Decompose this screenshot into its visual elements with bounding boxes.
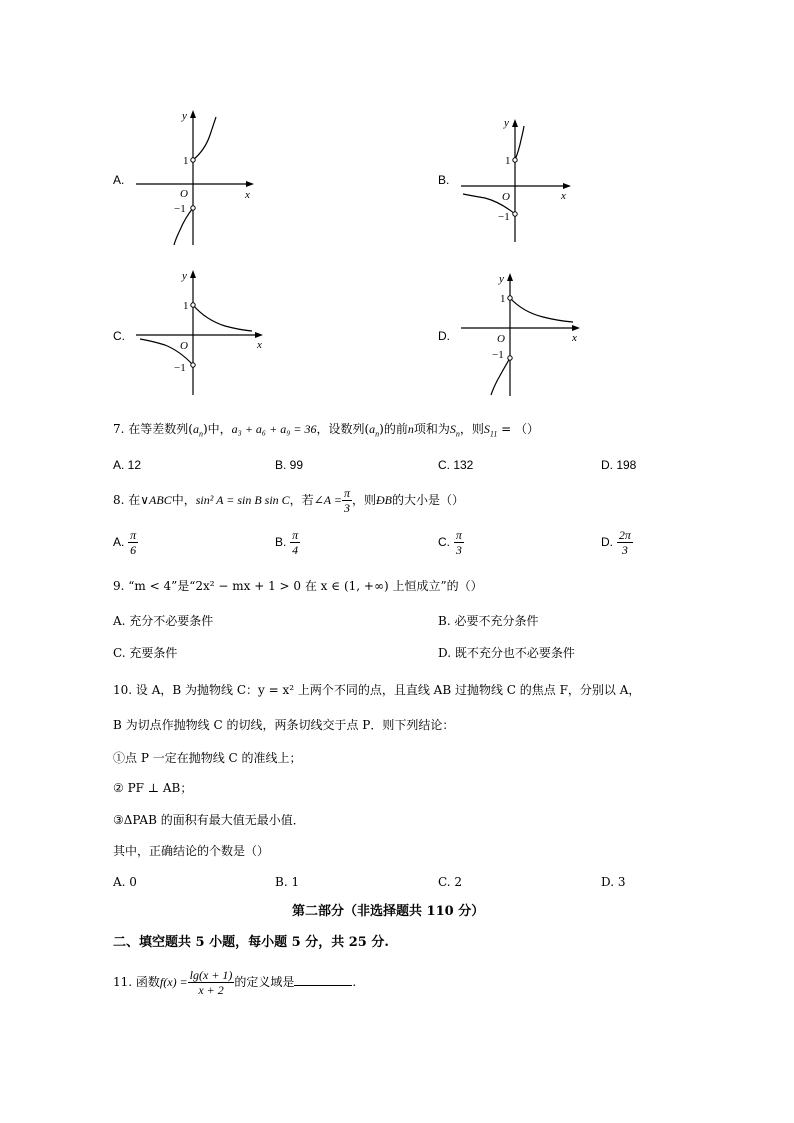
q8-option-b: B. $\frac{\pi}{4}$ [275,528,299,557]
graph-c-x: x [257,339,262,351]
q7-option-c: C. 132 [438,458,474,472]
q8-frac: $\frac{\pi}{3}$ [343,486,350,515]
q7-sn: $S_n$ [449,422,460,439]
q7-equation: a₃ + a₆ + a₉ = 36 [231,422,317,436]
graph-d-label: D. [438,329,450,343]
q11-post: 的定义域是 [234,975,295,989]
graph-b-tm1: −1 [498,211,510,223]
q10-question: 其中，正确结论的个数是（） [113,844,270,858]
graph-d [455,268,590,398]
q11-function: f(x) = [159,975,188,989]
section-fill-in-title: 二、填空题共 5 小题，每小题 5 分，共 25 分. [113,935,389,950]
q8-mid3: ，则 [351,493,376,507]
q10-option-d: D. 3 [601,875,626,889]
q9-option-d: D. 既不充分也不必要条件 [438,646,575,660]
graph-d-x: x [572,332,577,344]
q8-angle-b: ÐB [375,493,392,507]
q8-mid2: ，若 [289,493,314,507]
part-2-title: 第二部分（非选择题共 110 分） [292,904,485,919]
graph-a [130,105,260,250]
graph-a-x: x [245,189,250,201]
graph-b-label: B. [438,173,450,187]
graph-b-t1: 1 [505,155,511,167]
question-9: 9. “m < 4”是“2x² − mx + 1 > 0 在 x ∈ (1, +∞) 上恒成立”的（） [113,579,483,593]
graph-a-tm1: −1 [174,203,186,215]
q8-end: 的大小是（） [391,493,464,507]
graph-b [455,112,580,247]
q7-option-a: A. 12 [113,458,142,472]
q7-option-b: B. 99 [275,458,304,472]
graph-a-o: O [180,188,188,200]
graph-c-o: O [180,340,188,352]
question-11 [113,968,356,997]
q7-mid3: 的前 [383,422,408,436]
q7-seq2: $(a_n)$ [364,422,384,439]
q10-option-b: B. 1 [275,875,300,889]
q8-mid1: 中， [171,493,196,507]
graph-d-y: y [499,273,504,285]
q8-option-a: A. $\frac{\pi}{6}$ [113,528,137,557]
graph-b-o: O [502,191,510,203]
q11-answer-blank[interactable] [294,973,352,986]
q10-option-c: C. 2 [438,875,463,889]
q8-pre: 8. 在 [113,493,141,507]
graph-a-y: y [182,110,187,122]
q7-pre: 7. 在等差数列 [113,422,189,436]
q10-statement-1: ①点 P 一定在抛物线 C 的准线上； [113,751,302,765]
graph-a-t1: 1 [183,155,189,167]
graph-b-y: y [504,117,509,129]
q7-mid4: 项和为 [413,422,450,436]
q8-equation: sin² A = sin B sin C [195,493,290,507]
graph-d-o: O [497,333,505,345]
graph-a-label: A. [113,173,125,187]
q8-option-d: D. $\frac{2\pi}{3}$ [601,528,631,557]
q9-option-c: C. 充要条件 [113,646,178,660]
q10-option-a: A. 0 [113,875,137,889]
graph-c-t1: 1 [183,300,189,312]
graph-c-label: C. [113,329,125,343]
q8-triangle: ∨ABC [140,493,172,507]
q7-option-d: D. 198 [601,458,637,472]
q7-end: = （） [497,422,539,436]
q7-s11: $S_{11}$ [483,422,498,439]
question-8 [113,486,464,515]
q7-mid5: ，则 [459,422,484,436]
q11-pre: 11. 函数 [113,975,160,989]
q10-statement-2: ② PF ⊥ AB； [113,781,193,795]
q10-statement-3: ③ΔPAB 的面积有最大值无最小值． [113,813,305,827]
graph-c-tm1: −1 [174,362,186,374]
q7-mid1: 中， [207,422,232,436]
graph-c [130,265,270,400]
question-7 [113,421,539,442]
graph-d-t1: 1 [500,293,506,305]
q8-angle: ∠A = [313,493,342,507]
graph-d-tm1: −1 [492,349,504,361]
q11-end: . [352,975,357,989]
q7-mid2: ，设数列 [316,422,365,436]
q7-n: n [407,422,414,436]
q8-option-c: C. $\frac{\pi}{3}$ [438,528,462,557]
q7-seq: $(a_n)$ [188,422,208,439]
q9-option-a: A. 充分不必要条件 [113,614,214,628]
q11-frac: $\frac{\lg(x + 1)}{x + 2}$ [189,968,233,997]
question-10-line1: 10. 设 A，B 为抛物线 C：y = x² 上两个不同的点，且直线 AB 过抛物线 C 的焦点 F，分别以 A， [113,683,641,697]
q9-option-b: B. 必要不充分条件 [438,614,539,628]
question-10-line2: B 为切点作抛物线 C 的切线，两条切线交于点 P．则下列结论： [113,718,455,732]
graph-b-x: x [561,190,566,202]
graph-c-y: y [182,270,187,282]
